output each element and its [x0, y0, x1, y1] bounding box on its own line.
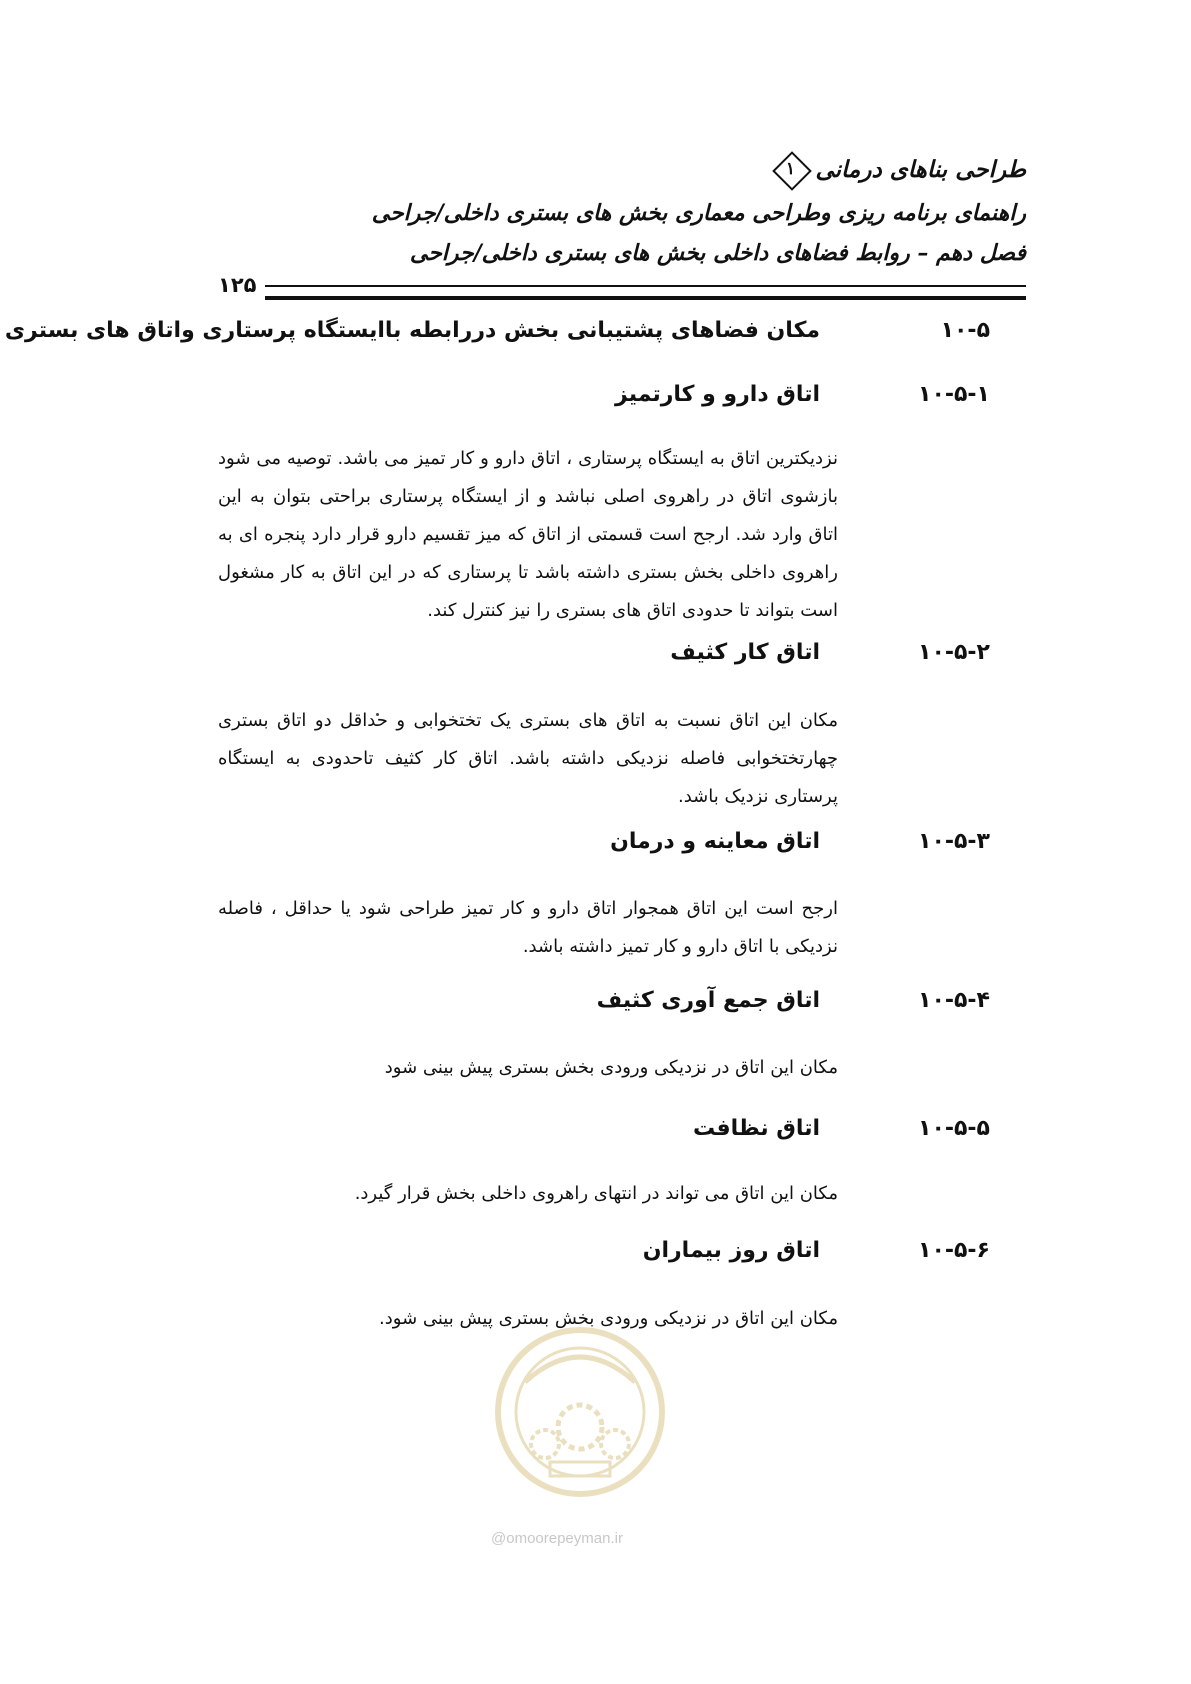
subsection-paragraph: مکان این اتاق می تواند در انتهای راهروی داخلی بخش قرار گیرد. [354, 1183, 838, 1204]
subsection-paragraph: مکان این اتاق در نزدیکی ورودی بخش بستری پیش بینی شود. [379, 1308, 838, 1329]
watermark-site: @omoorepeyman.ir [491, 1530, 623, 1547]
subsection-title: اتاق نظافت [692, 1116, 820, 1141]
subsection-paragraph: ارجح است این اتاق همجوار اتاق دارو و کار تمیز طراحی شود یا حداقل ، فاصله نزدیکی با اتاق دارو و کار تمیز داشته باشد. [218, 898, 838, 957]
subsection-number: ۱۰-۵-۵ [918, 1116, 990, 1141]
subsection-title: اتاق دارو و کارتمیز [615, 382, 820, 407]
volume-number: ۱ [785, 159, 796, 179]
book-title: راهنمای برنامه ریزی وطراحی معماری بخش های بستری داخلی/جراحی [371, 200, 1026, 226]
subsection-title: اتاق معاینه و درمان [610, 829, 820, 854]
series-title: طراحی بناهای درمانی [815, 155, 1026, 183]
header-double-rule [265, 285, 1026, 300]
page-number: ۱۲۵ [218, 273, 257, 297]
subsection-number: ۱۰-۵-۲ [918, 640, 990, 665]
subsection-number: ۱۰-۵-۶ [918, 1238, 990, 1263]
subsection-heading [200, 1238, 990, 1263]
subsection-heading [200, 640, 990, 665]
watermark-logo-icon [490, 1322, 670, 1502]
subsection-heading [200, 829, 990, 854]
subsection-heading [200, 988, 990, 1013]
subsection-title: اتاق کار کثیف [670, 640, 820, 665]
subsection-number: ۱۰-۵-۴ [918, 988, 990, 1013]
subsection-number: ۱۰-۵-۱ [918, 382, 990, 407]
series-title-line [773, 152, 1026, 186]
subsection-title: اتاق روز بیماران [642, 1238, 820, 1263]
section-number: ۱۰-۵ [940, 318, 990, 343]
subsection-number: ۱۰-۵-۳ [918, 829, 990, 854]
subsection-heading [200, 1116, 990, 1141]
section-title: مکان فضاهای پشتیبانی بخش دررابطه باایستگاه پرستاری واتاق های بستری [4, 318, 820, 343]
subsection-paragraph: مکان این اتاق نسبت به اتاق های بستری یک تختخوابی و حداقل دو اتاق بستری چهارتختخوابی فاصله نزدیکی داشته باشد. اتاق کار کثیف تاحدودی به ایستگاه پرستاری نزدیک باشد. [218, 710, 838, 807]
subsection-title: اتاق جمع آوری کثیف [596, 988, 820, 1013]
chapter-title: فصل دهم – روابط فضاهای داخلی بخش های بستری داخلی/جراحی [409, 240, 1026, 266]
section-heading [4, 318, 990, 343]
volume-badge-icon [773, 152, 807, 186]
subsection-paragraph: مکان این اتاق در نزدیکی ورودی بخش بستری پیش بینی شود [384, 1057, 838, 1078]
subsection-paragraph: نزدیکترین اتاق به ایستگاه پرستاری ، اتاق دارو و کار تمیز می باشد. توصیه می شود بازشوی اتاق در راهروی اصلی نباشد و از ایستگاه پرستاری براحتی بتوان به این اتاق وارد شد. ارجح است قسمتی از اتاق که میز تقسیم دارو قرار دارد پنجره ای به راهروی داخلی بخش بستری داشته باشد تا پرستاری که در این اتاق به کار مشغول است بتواند تا حدودی اتاق های بستری را نیز کنترل کند. [218, 448, 838, 621]
subsection-heading [200, 382, 990, 407]
